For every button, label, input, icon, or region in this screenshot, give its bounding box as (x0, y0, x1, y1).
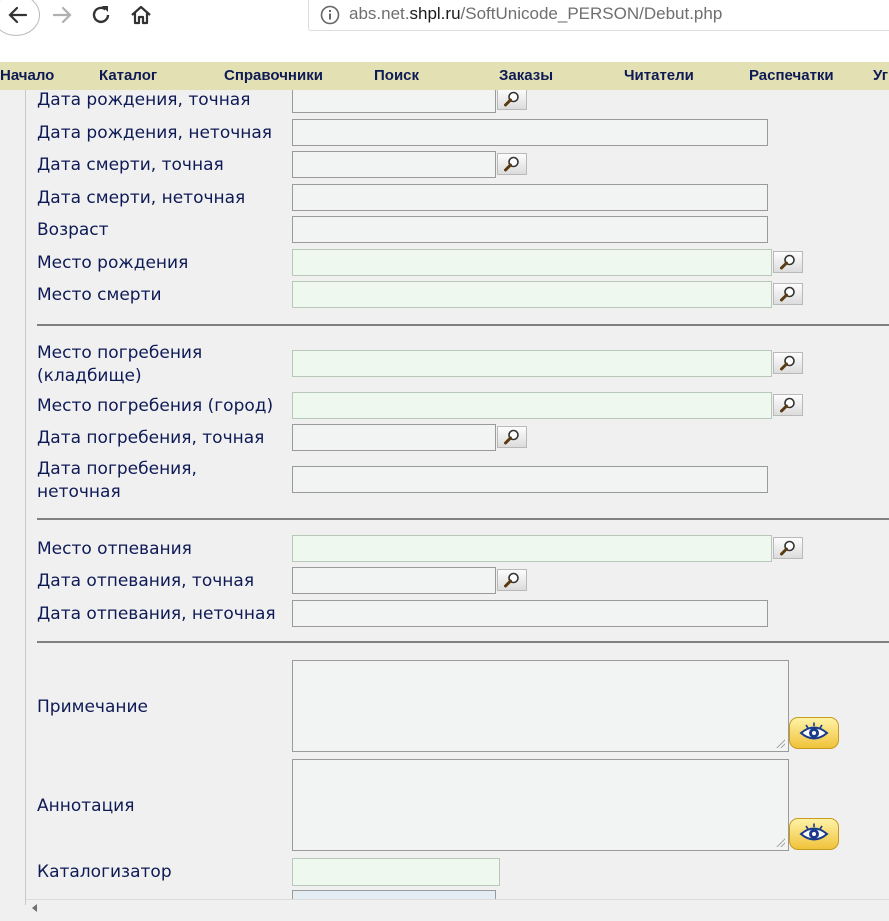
menu-item-home[interactable]: Начало (0, 67, 55, 84)
death-place-lookup-button[interactable] (773, 283, 803, 305)
magnifier-icon (779, 539, 797, 557)
age-input[interactable] (292, 216, 768, 243)
arrow-left-icon (6, 3, 30, 27)
menu-item-catalog[interactable]: Каталог (99, 67, 158, 84)
horizontal-scrollbar[interactable] (26, 899, 889, 918)
burial-cemetery-label-line2: (кладбище) (37, 366, 142, 386)
death-approx-label: Дата смерти, неточная (37, 188, 246, 208)
funeral-date-exact-lookup-button[interactable] (497, 569, 527, 591)
magnifier-icon (503, 90, 521, 108)
birth-exact-label: Дата рождения, точная (37, 90, 251, 110)
funeral-date-exact-input[interactable] (292, 567, 496, 594)
address-bar[interactable] (308, 0, 889, 31)
cataloger-input[interactable] (292, 858, 500, 886)
resize-grip-icon[interactable] (775, 738, 785, 748)
resize-grip-icon[interactable] (775, 837, 785, 847)
note-textarea[interactable] (292, 660, 789, 752)
birth-exact-input[interactable] (292, 90, 496, 113)
birth-place-input[interactable] (292, 249, 772, 276)
funeral-date-approx-input[interactable] (292, 600, 768, 627)
magnifier-icon (779, 285, 797, 303)
menu-item-readers[interactable]: Читатели (624, 67, 694, 84)
reload-button[interactable] (87, 0, 115, 30)
funeral-date-approx-label: Дата отпевания, неточная (37, 604, 276, 624)
magnifier-icon (779, 253, 797, 271)
scroll-left-icon[interactable] (32, 904, 37, 912)
funeral-place-lookup-button[interactable] (773, 537, 803, 559)
magnifier-icon (779, 354, 797, 372)
burial-cemetery-lookup-button[interactable] (773, 352, 803, 374)
arrow-right-icon (50, 3, 74, 27)
annotation-label: Аннотация (37, 796, 135, 816)
eye-icon (798, 823, 830, 845)
eye-icon (798, 722, 830, 744)
funeral-place-label: Место отпевания (37, 539, 192, 559)
section-divider (37, 518, 889, 520)
burial-cemetery-label: Место погребения (37, 343, 203, 363)
home-button[interactable] (127, 0, 155, 30)
info-icon (319, 4, 341, 26)
back-button[interactable] (0, 0, 38, 34)
burial-city-lookup-button[interactable] (773, 394, 803, 416)
annotation-preview-button[interactable] (789, 818, 839, 850)
person-form (0, 90, 889, 921)
funeral-date-exact-label: Дата отпевания, точная (37, 571, 255, 591)
magnifier-icon (503, 571, 521, 589)
birth-place-label: Место рождения (37, 253, 189, 273)
cataloger-label: Каталогизатор (37, 862, 172, 882)
browser-toolbar (0, 0, 889, 62)
menu-item-printouts[interactable]: Распечатки (749, 67, 834, 84)
burial-date-approx-label-line2: неточная (37, 482, 121, 502)
death-approx-input[interactable] (292, 184, 768, 211)
section-divider (37, 641, 889, 643)
menu-item-more[interactable]: Уг (873, 67, 889, 84)
home-icon (129, 3, 153, 27)
url-text: abs.net.shpl.ru/SoftUnicode_PERSON/Debut.php (349, 4, 723, 23)
reload-icon (89, 3, 113, 27)
note-preview-button[interactable] (789, 717, 839, 749)
death-place-label: Место смерти (37, 285, 162, 305)
burial-date-exact-label: Дата погребения, точная (37, 428, 265, 448)
menu-item-orders[interactable]: Заказы (499, 67, 554, 84)
burial-date-exact-lookup-button[interactable] (497, 426, 527, 448)
content-border (25, 90, 26, 905)
death-exact-input[interactable] (292, 151, 496, 178)
forward-button[interactable] (48, 0, 76, 30)
death-exact-lookup-button[interactable] (497, 153, 527, 175)
birth-exact-lookup-button[interactable] (497, 90, 527, 110)
birth-approx-input[interactable] (292, 119, 768, 146)
magnifier-icon (503, 428, 521, 446)
section-divider (37, 324, 889, 326)
annotation-textarea[interactable] (292, 759, 789, 851)
burial-city-input[interactable] (292, 392, 772, 419)
magnifier-icon (503, 155, 521, 173)
burial-city-label: Место погребения (город) (37, 396, 274, 416)
menu-item-references[interactable]: Справочники (224, 67, 323, 84)
burial-date-approx-label: Дата погребения, (37, 459, 197, 479)
note-label: Примечание (37, 697, 148, 717)
age-label: Возраст (37, 220, 109, 240)
funeral-place-input[interactable] (292, 535, 772, 562)
burial-cemetery-input[interactable] (292, 350, 772, 377)
burial-date-approx-input[interactable] (292, 466, 768, 493)
birth-approx-label: Дата рождения, неточная (37, 123, 273, 143)
burial-date-exact-input[interactable] (292, 424, 496, 451)
menu-item-search[interactable]: Поиск (374, 67, 420, 84)
birth-place-lookup-button[interactable] (773, 251, 803, 273)
magnifier-icon (779, 396, 797, 414)
death-place-input[interactable] (292, 281, 772, 308)
death-exact-label: Дата смерти, точная (37, 155, 224, 175)
main-menu (0, 62, 889, 90)
